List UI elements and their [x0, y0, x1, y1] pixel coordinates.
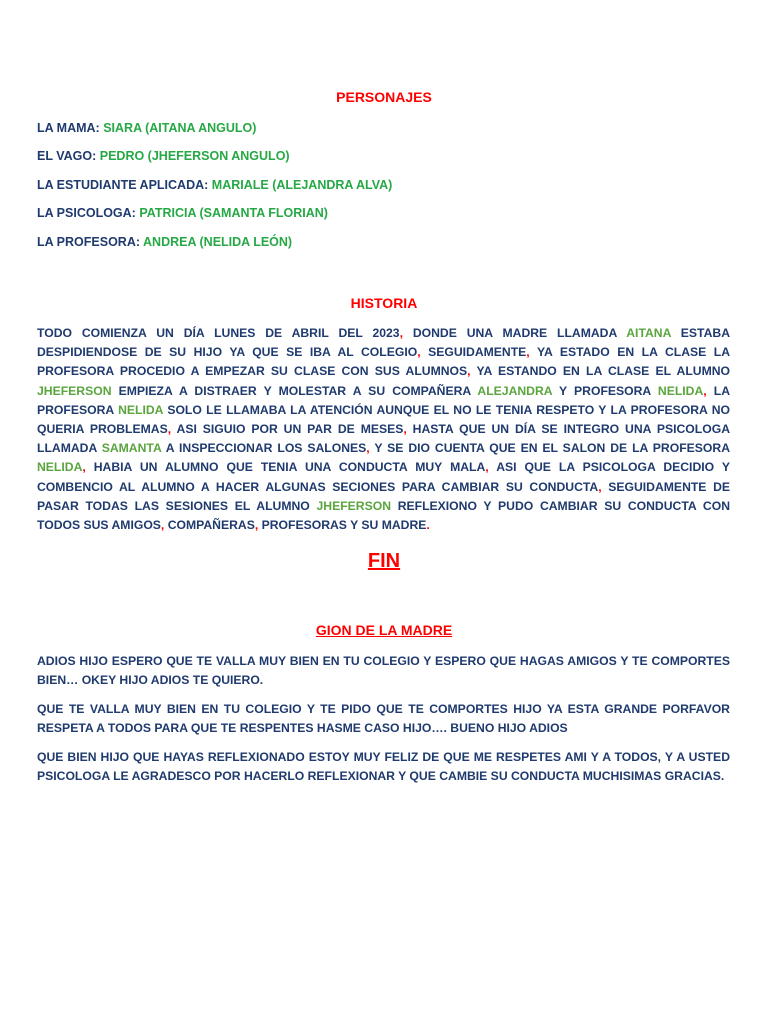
character-name-highlight: SAMANTA	[101, 441, 162, 456]
punctuation-mark: ,	[82, 460, 86, 475]
punctuation-mark: ,	[167, 422, 172, 437]
story-text: Y SE DIO CUENTA QUE EN EL SALON DE LA PROFESORA	[369, 441, 730, 456]
punctuation-mark: ,	[485, 460, 489, 475]
story-text: SEGUIDAMENTE	[420, 345, 527, 360]
character-name-highlight: JHEFERSON	[316, 498, 391, 513]
story-text: SOLO LE LLAMABA LA ATENCIÓN AUNQUE EL NO LE TENIA RESPETO Y LA PROFESORA NO QUERIA PROBLEMAS	[37, 402, 730, 437]
character-actor: ANDREA (NELIDA LEÓN)	[143, 235, 293, 249]
character-line-mama	[37, 121, 256, 135]
punctuation-mark: ,	[703, 383, 707, 398]
character-name-highlight: NELIDA	[118, 402, 163, 417]
gion-paragraph-1: ADIOS HIJO ESPERO QUE TE VALLA MUY BIEN EN TU COLEGIO Y ESPERO QUE HAGAS AMIGOS Y TE COMPORTES BIEN… OKEY HIJO ADIOS TE QUIERO.	[37, 654, 730, 688]
character-role: LA ESTUDIANTE APLICADA:	[37, 178, 209, 192]
character-name-highlight: NELIDA	[37, 460, 83, 475]
character-name-highlight: AITANA	[626, 326, 671, 340]
story-text: COMPAÑERAS	[164, 518, 255, 533]
fin-heading: FIN	[367, 550, 401, 572]
story-text: LA PROFESORA	[37, 383, 731, 417]
gion-paragraph-2: QUE TE VALLA MUY BIEN EN TU COLEGIO Y TE PIDO QUE TE COMPORTES HIJO YA ESTA GRANDE PORFAVOR RESPETA A TODOS PARA QUE TE RESPENTES HASME CASO HIJO…. BUENO HIJO ADIOS	[37, 702, 730, 736]
punctuation-mark: ,	[403, 422, 407, 437]
story-text: HABIA UN ALUMNO QUE TENIA UNA CONDUCTA MUY MALA	[85, 460, 486, 475]
punctuation-mark: ,	[366, 441, 370, 456]
story-text: A INSPECCIONAR LOS SALONES	[161, 441, 367, 456]
character-name-highlight: ALEJANDRA	[477, 383, 553, 398]
historia-heading: HISTORIA	[350, 295, 418, 311]
character-name-highlight: NELIDA	[657, 383, 704, 398]
story-text: ASI QUE LA PSICOLOGA DECIDIO Y COMBENCIO AL ALUMNO A HACER ALGUNAS SECIONES PARA CAMBIAR SU CONDUCTA	[37, 460, 730, 494]
character-line-psicologa	[37, 206, 328, 220]
character-line-estudiante	[37, 178, 392, 192]
character-role: LA PSICOLOGA:	[37, 206, 136, 220]
character-actor: PATRICIA (SAMANTA FLORIAN)	[139, 206, 328, 220]
story-text: ESTABA DESPIDIENDOSE DE SU HIJO YA QUE SE IBA AL COLEGIO	[37, 326, 730, 360]
story-text: YA ESTANDO EN LA CLASE EL ALUMNO	[470, 364, 731, 379]
historia-paragraph	[37, 324, 730, 535]
character-line-vago	[37, 149, 290, 163]
story-text: EMPIEZA A DISTRAER Y MOLESTAR A SU COMPAÑERA	[111, 383, 478, 398]
punctuation-mark: ,	[598, 479, 602, 494]
punctuation-mark: ,	[526, 345, 530, 360]
punctuation-mark: ,	[399, 326, 403, 340]
character-actor: MARIALE (ALEJANDRA ALVA)	[211, 178, 393, 192]
gion-heading: GION DE LA MADRE	[315, 622, 453, 638]
story-text: Y PROFESORA	[552, 383, 658, 398]
gion-paragraph-3: QUE BIEN HIJO QUE HAYAS REFLEXIONADO ESTOY MUY FELIZ DE QUE ME RESPETES AMI Y A TODOS, Y A USTED PSICOLOGA LE AGRADESCO POR HACERLO REFLEXIONAR Y QUE CAMBIE SU CONDUCTA MUCHISIMAS GRACIAS.	[37, 750, 730, 784]
character-role: EL VAGO:	[37, 149, 97, 163]
punctuation-mark: ,	[160, 518, 165, 533]
story-text: REFLEXIONO Y PUDO CAMBIAR SU CONDUCTA CON TODOS SUS AMIGOS	[37, 498, 730, 533]
character-name-highlight: JHEFERSON	[37, 383, 112, 398]
character-role: LA MAMA:	[37, 121, 100, 135]
personajes-heading: PERSONAJES	[336, 89, 432, 105]
story-text: TODO COMIENZA UN DÍA LUNES DE ABRIL DEL 2023	[37, 326, 400, 340]
punctuation-mark: ,	[254, 518, 259, 533]
punctuation-mark: .	[426, 518, 430, 533]
story-text: PROFESORAS Y SU MADRE	[258, 518, 427, 533]
story-text: SEGUIDAMENTE DE PASAR TODAS LAS SESIONES EL ALUMNO	[37, 479, 730, 513]
story-text: ASI SIGUIO POR UN PAR DE MESES	[171, 422, 404, 437]
punctuation-mark: ,	[467, 364, 471, 379]
story-text: YA ESTADO EN LA CLASE LA PROFESORA PROCEDIO A EMPEZAR SU CLASE CON SUS ALUMNOS	[37, 345, 731, 379]
story-text: HASTA QUE UN DÍA SE INTEGRO UNA PSICOLOGA LLAMADA	[37, 422, 730, 456]
character-line-profesora	[37, 235, 292, 249]
character-actor: PEDRO (JHEFERSON ANGULO)	[99, 149, 290, 163]
punctuation-mark: ,	[417, 345, 421, 360]
story-text: DONDE UNA MADRE LLAMADA	[402, 326, 627, 340]
character-role: LA PROFESORA:	[37, 235, 141, 249]
character-actor: SIARA (AITANA ANGULO)	[103, 121, 257, 135]
